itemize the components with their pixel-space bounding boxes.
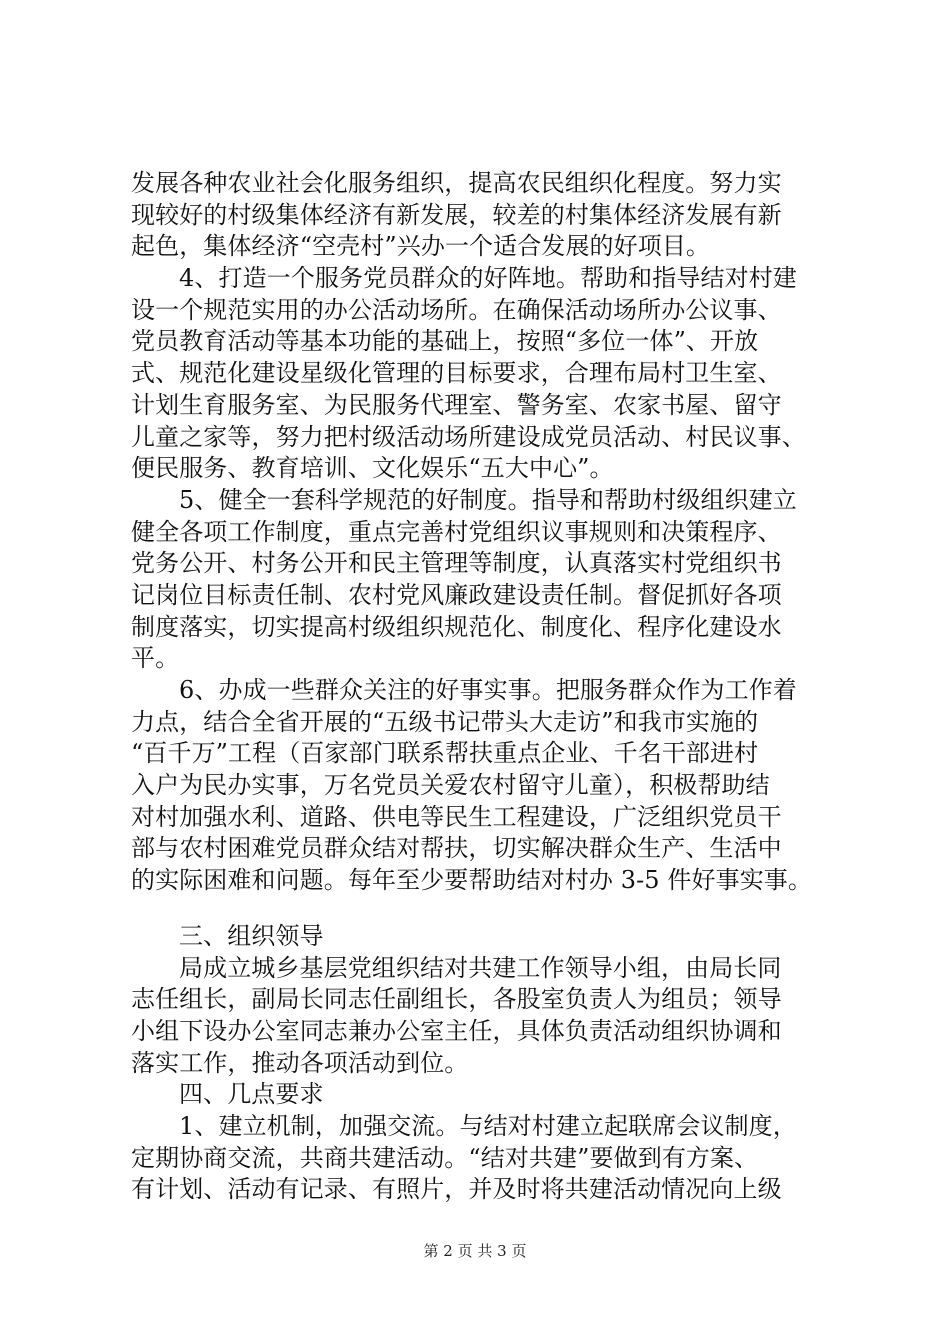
paragraph-line: 制度落实，切实提高村级组织规范化、制度化、程序化建设水 xyxy=(131,612,782,641)
paragraph-line: 有计划、活动有记录、有照片，并及时将共建活动情况向上级 xyxy=(131,1175,782,1204)
paragraph-line: 发展各种农业社会化服务组织，提高农民组织化程度。努力实 xyxy=(131,169,782,197)
paragraph-line: 小组下设办公室同志兼办公室主任，具体负责活动组织协调和 xyxy=(131,1016,782,1045)
paragraph-line: 健全各项工作制度，重点完善村党组织议事规则和决策程序、 xyxy=(131,517,782,546)
paragraph-line: 便民服务、教育培训、文化娱乐“五大中心”。 xyxy=(131,454,614,483)
paragraph-line: 现较好的村级集体经济有新发展，较差的村集体经济发展有新 xyxy=(131,200,782,229)
paragraph-line: 1、建立机制，加强交流。与结对村建立起联席会议制度， xyxy=(179,1111,797,1140)
paragraph-line: 4、打造一个服务党员群众的好阵地。帮助和指导结对村建 xyxy=(179,264,797,293)
paragraph-line: 式、规范化建设星级化管理的目标要求，合理布局村卫生室、 xyxy=(131,359,782,388)
paragraph-line: 落实工作，推动各项活动到位。 xyxy=(131,1048,469,1077)
paragraph-line: 定期协商交流，共商共建活动。“结对共建”要做到有方案、 xyxy=(131,1143,759,1172)
document-body xyxy=(131,168,846,1206)
paragraph-line: 部与农村困难党员群众结对帮扶，切实解决群众生产、生活中 xyxy=(131,834,782,863)
paragraph-line: 起色，集体经济“空壳村”兴办一个适合发展的好项目。 xyxy=(131,232,711,261)
paragraph-line: 局成立城乡基层党组织结对共建工作领导小组，由局长同 xyxy=(179,953,782,982)
paragraph-line: 对村加强水利、道路、供电等民生工程建设，广泛组织党员干 xyxy=(131,802,782,831)
paragraph-line: 志任组长，副局长同志任副组长，各股室负责人为组员；领导 xyxy=(131,985,782,1014)
section-heading: 三、组织领导 xyxy=(179,921,324,950)
section-heading: 四、几点要求 xyxy=(179,1080,324,1109)
paragraph-line: 儿童之家等，努力把村级活动场所建设成党员活动、村民议事、 xyxy=(131,422,806,451)
paragraph-line: 入户为民办实事，万名党员关爱农村留守儿童），积极帮助结 xyxy=(131,771,770,800)
paragraph-line: 记岗位目标责任制、农村党风廉政建设责任制。督促抓好各项 xyxy=(131,580,782,609)
paragraph-line: 党员教育活动等基本功能的基础上，按照“多位一体”、开放 xyxy=(131,327,759,356)
paragraph-line: 平。 xyxy=(131,644,180,673)
paragraph-line: 6、办成一些群众关注的好事实事。把服务群众作为工作着 xyxy=(179,676,797,704)
paragraph-line: 5、健全一套科学规范的好制度。指导和帮助村级组织建立 xyxy=(179,485,797,514)
section-gap xyxy=(131,897,846,921)
paragraph-line: 计划生育服务室、为民服务代理室、警务室、农家书屋、留守 xyxy=(131,390,782,419)
paragraph-line: 党务公开、村务公开和民主管理等制度，认真落实村党组织书 xyxy=(131,549,782,578)
paragraph-line: 设一个规范实用的办公活动场所。在确保活动场所办公议事、 xyxy=(131,295,782,324)
paragraph-line: 的实际困难和问题。每年至少要帮助结对村办 3-5 件好事实事。 xyxy=(131,866,813,895)
paragraph-line: 力点，结合全省开展的“五级书记带头大走访”和我市实施的 xyxy=(131,707,759,736)
paragraph-line: “百千万”工程（百家部门联系帮扶重点企业、千名干部进村 xyxy=(131,739,759,768)
page-number-footer: 第 2 页 共 3 页 xyxy=(423,1242,527,1260)
